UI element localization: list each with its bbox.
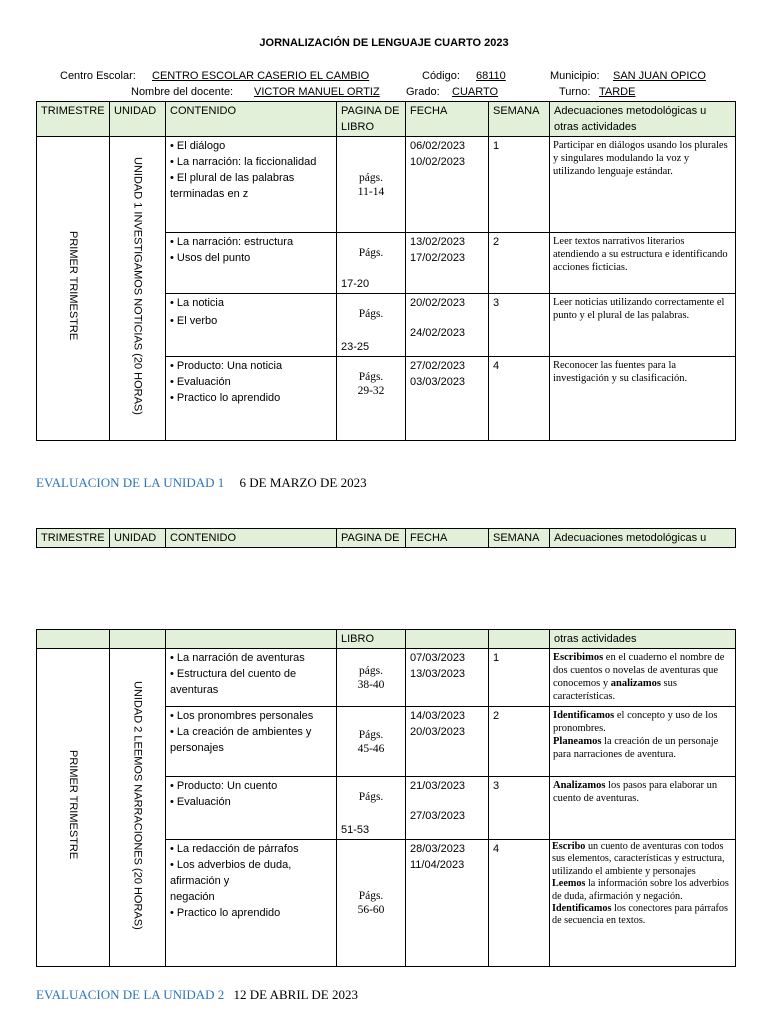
table-header-row-continued [37, 630, 736, 649]
contenido-item: • Los adverbios de duda, afirmación y [170, 859, 292, 887]
municipio-value: SAN JUAN OPICO [613, 70, 706, 82]
adecuaciones-cell [550, 777, 736, 840]
fecha-start: 07/03/2023 [410, 652, 466, 664]
contenido-item: • La narración de aventuras [170, 652, 305, 664]
unidad-label: UNIDAD 1 INVESTIGAMOS NOTICIAS (20 HORAS) [131, 157, 144, 415]
contenido-cell [166, 233, 337, 294]
action-verb: Identificamos [552, 903, 612, 915]
trimestre-cell [37, 649, 110, 967]
turno-value: TARDE [599, 86, 636, 98]
schedule-table-unit-2 [36, 629, 736, 967]
codigo-label: Código: [422, 70, 460, 82]
fecha-cell [406, 294, 489, 357]
grado-value: CUARTO [452, 86, 499, 98]
municipio-label: Municipio: [550, 70, 600, 82]
pagina-range: 17-20 [341, 278, 370, 290]
pagina-cell [337, 294, 406, 357]
table-row [37, 649, 736, 707]
fecha-start: 27/02/2023 [410, 360, 466, 372]
contenido-item: • Producto: Una noticia [170, 360, 283, 372]
action-text: la información sobre los adverbios de duda, afirmación y negación. [552, 878, 729, 902]
header-semana: SEMANA [489, 102, 550, 137]
fecha-cell [406, 357, 489, 441]
evaluation-unit-1 [36, 475, 367, 491]
pagina-label: Págs. [358, 371, 384, 383]
grado-label: Grado: [406, 86, 440, 98]
fecha-start: 28/03/2023 [410, 843, 466, 855]
contenido-cell [166, 294, 337, 357]
adecuaciones-cell [550, 649, 736, 707]
header-trimestre: TRIMESTRE [37, 102, 110, 137]
header-pagina-line2: LIBRO [341, 121, 375, 133]
document-title: JORNALIZACIÓN DE LENGUAJE CUARTO 2023 [259, 37, 509, 49]
header-adecuaciones: Adecuaciones metodológicas u [550, 529, 736, 548]
table-header-row [37, 529, 736, 548]
header-empty [166, 630, 337, 649]
header-trimestre: TRIMESTRE [37, 529, 110, 548]
fecha-end: 03/03/2023 [410, 376, 466, 388]
fecha-start: 20/02/2023 [410, 297, 466, 309]
contenido-item: • Producto: Un cuento [170, 780, 278, 792]
contenido-item: • La narración: la ficcionalidad [170, 156, 317, 168]
contenido-item: • Estructura del cuento de aventuras [170, 668, 297, 696]
header-semana: SEMANA [489, 529, 550, 548]
action-text: en el cuaderno el nombre de dos cuentos o novelas de aventuras que conocemos y [553, 652, 725, 689]
evaluation-label: EVALUACION DE LA UNIDAD 2 [36, 987, 225, 1002]
fecha-end: 24/02/2023 [410, 327, 466, 339]
action-text: un cuento de aventuras con todos sus elementos, características y estructura, utilizando el ambiente y personajes [552, 841, 725, 877]
action-verb: Leemos [552, 878, 586, 890]
header-unidad: UNIDAD [110, 102, 166, 137]
repeated-header-table [36, 528, 736, 548]
header-empty [37, 630, 110, 649]
adecuaciones-cell [550, 840, 736, 967]
pagina-range: 29-32 [357, 385, 385, 397]
header-pagina-line1: PAGINA DE [341, 105, 400, 117]
header-adecuaciones-line2: otras actividades [554, 121, 637, 133]
contenido-item: • Usos del punto [170, 252, 251, 264]
pagina-range: 56-60 [357, 904, 385, 916]
contenido-cell [166, 777, 337, 840]
codigo-value: 68110 [476, 70, 506, 82]
unidad-cell [110, 137, 166, 441]
contenido-item: • Practico lo aprendido [170, 907, 281, 919]
fecha-cell [406, 777, 489, 840]
header-otras: otras actividades [550, 630, 736, 649]
unidad-label: UNIDAD 2 LEEMOS NARRACIONES (20 HORAS) [131, 680, 144, 930]
evaluation-unit-2 [36, 987, 358, 1003]
evaluation-date: 12 DE ABRIL DE 2023 [233, 987, 358, 1002]
pagina-range: 11-14 [357, 185, 385, 198]
pagina-cell [337, 777, 406, 840]
pagina-cell [337, 649, 406, 707]
header-empty [110, 630, 166, 649]
turno-label: Turno: [559, 86, 591, 98]
contenido-cell [166, 649, 337, 707]
table-row [37, 137, 736, 233]
fecha-start: 13/02/2023 [410, 236, 466, 248]
pagina-label: Págs. [358, 728, 384, 741]
pagina-cell [337, 233, 406, 294]
fecha-start: 21/03/2023 [410, 780, 466, 792]
adecuaciones-cell: Reconocer las fuentes para la investigación y su clasificación. [550, 357, 736, 441]
contenido-cell [166, 137, 337, 233]
pagina-label: págs. [359, 171, 383, 184]
header-unidad: UNIDAD [110, 529, 166, 548]
pagina-label: págs. [359, 664, 383, 677]
contenido-item: • El plural de las palabras terminadas en z [170, 172, 295, 200]
schedule-table-unit-1 [36, 101, 736, 441]
contenido-item: • La noticia [170, 297, 224, 309]
action-verb: Escribo [552, 841, 586, 852]
pagina-cell [337, 357, 406, 441]
pagina-range: 38-40 [357, 678, 385, 691]
header-pagina [337, 102, 406, 137]
pagina-label: Págs. [358, 890, 384, 902]
semana-cell: 4 [489, 840, 550, 967]
unidad-cell [110, 649, 166, 967]
contenido-item: negación [170, 891, 215, 903]
semana-cell: 1 [489, 649, 550, 707]
pagina-label: Págs. [358, 791, 384, 803]
pagina-cell [337, 137, 406, 233]
semana-cell: 2 [489, 233, 550, 294]
contenido-cell [166, 707, 337, 777]
contenido-item: • El diálogo [170, 140, 226, 152]
fecha-end: 17/02/2023 [410, 252, 466, 264]
header-contenido: CONTENIDO [166, 529, 337, 548]
adecuaciones-cell: Leer noticias utilizando correctamente el punto y el plural de las palabras. [550, 294, 736, 357]
fecha-cell [406, 707, 489, 777]
fecha-cell [406, 649, 489, 707]
action-text: los conectores para párrafos de secuencia en textos. [552, 903, 728, 927]
semana-cell: 3 [489, 777, 550, 840]
fecha-cell [406, 233, 489, 294]
contenido-item: • La creación de ambientes y personajes [170, 726, 312, 754]
contenido-item: • La redacción de párrafos [170, 843, 299, 855]
contenido-item: • Practico lo aprendido [170, 392, 281, 404]
header-contenido: CONTENIDO [166, 102, 337, 137]
fecha-end: 11/04/2023 [410, 859, 465, 871]
fecha-start: 14/03/2023 [410, 710, 466, 722]
semana-cell: 4 [489, 357, 550, 441]
trimestre-cell [37, 137, 110, 441]
centro-label: Centro Escolar: [60, 70, 136, 82]
pagina-cell [337, 840, 406, 967]
header-pagina: PAGINA DE [337, 529, 406, 548]
action-text: el concepto y uso de los pronombres. [553, 710, 718, 734]
action-verb: Escribimos [553, 652, 604, 663]
docente-label: Nombre del docente: [131, 86, 234, 98]
contenido-item: • La narración: estructura [170, 236, 294, 248]
fecha-end: 27/03/2023 [410, 810, 466, 822]
fecha-end: 20/03/2023 [410, 726, 466, 738]
pagina-label: Págs. [358, 308, 384, 320]
action-verb: Identificamos [553, 710, 615, 721]
pagina-cell [337, 707, 406, 777]
semana-cell: 3 [489, 294, 550, 357]
header-empty [406, 630, 489, 649]
pagina-label: Págs. [358, 247, 384, 259]
action-verb: analizamos [610, 678, 661, 689]
centro-value: CENTRO ESCOLAR CASERIO EL CAMBIO [152, 70, 370, 82]
semana-cell: 2 [489, 707, 550, 777]
header-fecha: FECHA [406, 102, 489, 137]
trimestre-label: PRIMER TRIMESTRE [67, 750, 79, 860]
contenido-item: • El verbo [170, 315, 218, 327]
pagina-range: 51-53 [341, 824, 370, 836]
fecha-cell [406, 840, 489, 967]
header-fecha: FECHA [406, 529, 489, 548]
contenido-item: • Evaluación [170, 796, 231, 808]
adecuaciones-cell [550, 707, 736, 777]
evaluation-label: EVALUACION DE LA UNIDAD 1 [36, 475, 225, 490]
fecha-end: 10/02/2023 [410, 156, 466, 168]
contenido-item: • Evaluación [170, 376, 231, 388]
header-libro: LIBRO [337, 630, 406, 649]
trimestre-label: PRIMER TRIMESTRE [67, 231, 79, 341]
semana-cell: 1 [489, 137, 550, 233]
action-verb: Analizamos [553, 780, 606, 791]
evaluation-date: 6 DE MARZO DE 2023 [239, 475, 367, 490]
action-text: los pasos para elaborar un cuento de aventuras. [553, 780, 718, 804]
docente-value: VICTOR MANUEL ORTIZ [254, 86, 380, 98]
fecha-end: 13/03/2023 [410, 668, 466, 680]
fecha-cell [406, 137, 489, 233]
header-empty [489, 630, 550, 649]
contenido-cell [166, 357, 337, 441]
adecuaciones-cell: Participar en diálogos usando los plurales y singulares modulando la voz y utilizando lenguaje estándar. [550, 137, 736, 233]
action-verb: Planeamos [553, 736, 602, 747]
contenido-item: • Los pronombres personales [170, 710, 314, 722]
action-text: sus características. [553, 678, 677, 702]
pagina-range: 23-25 [341, 341, 370, 353]
fecha-start: 06/02/2023 [410, 140, 466, 152]
header-adecuaciones-line1: Adecuaciones metodológicas u [554, 105, 707, 117]
adecuaciones-cell: Leer textos narrativos literarios atendiendo a su estructura e identificando acciones ficticias. [550, 233, 736, 294]
pagina-range: 45-46 [357, 742, 385, 755]
header-adecuaciones [550, 102, 736, 137]
action-text: la creación de un personaje para narraciones de aventura. [553, 736, 719, 760]
table-header-row [37, 102, 736, 137]
contenido-cell [166, 840, 337, 967]
